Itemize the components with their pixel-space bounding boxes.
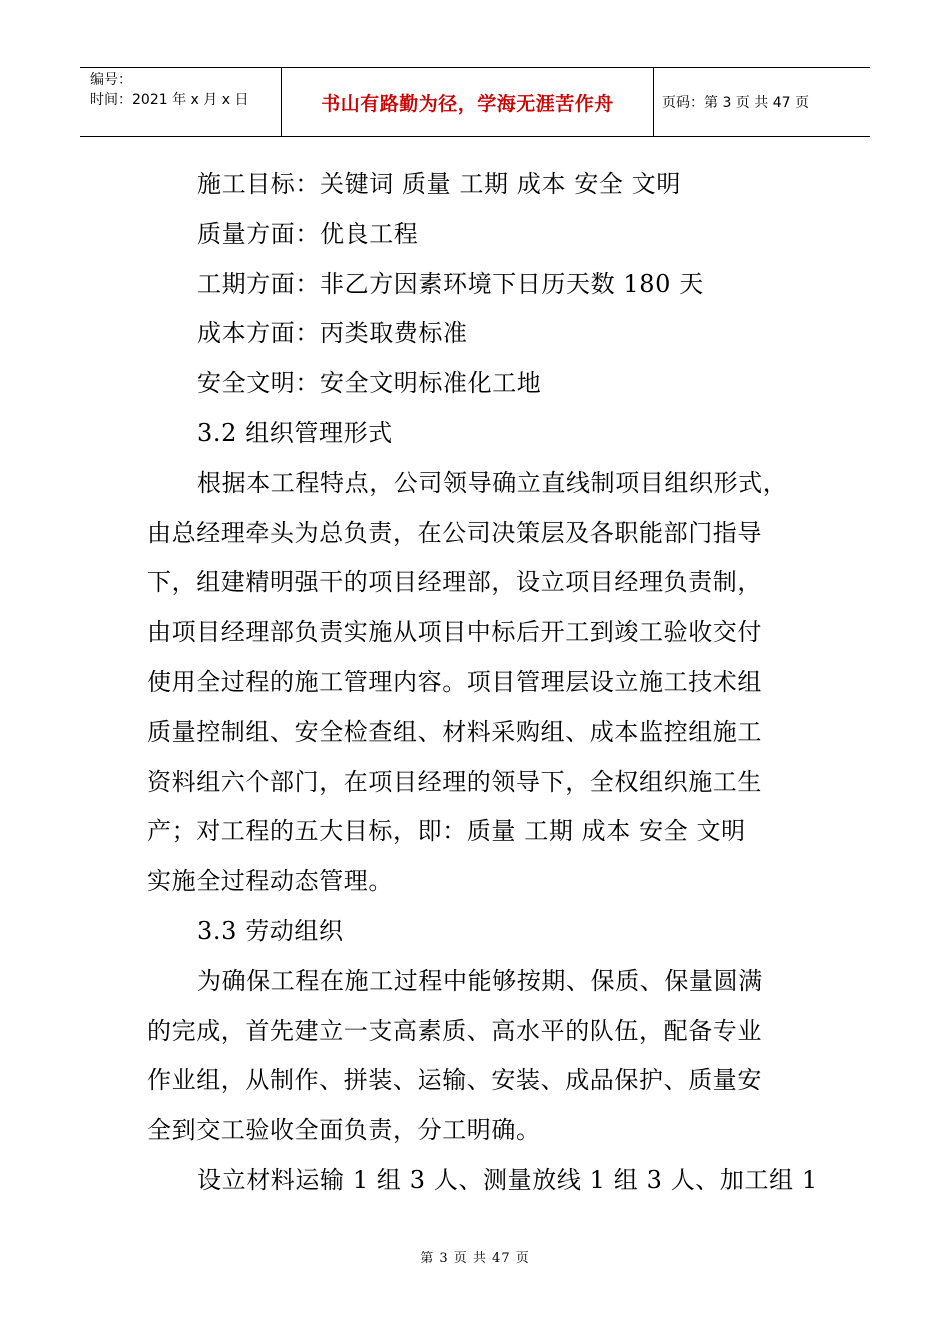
text-line: 产；对工程的五大目标，即：质量 工期 成本 安全 文明: [147, 817, 746, 846]
document-code-label: 编号：: [90, 72, 132, 88]
text-line: 设立材料运输 1 组 3 人、测量放线 1 组 3 人、加工组 1: [197, 1165, 818, 1194]
header-middle-cell: [282, 68, 654, 136]
text-line: 作业组，从制作、拼装、运输、安装、成品保护、质量安: [147, 1066, 762, 1095]
text-line: 质量控制组、安全检查组、材料采购组、成本监控组施工: [147, 717, 762, 746]
document-body: [147, 160, 817, 1206]
text-line: 工期方面：非乙方因素环境下日历天数 180 天: [197, 269, 704, 298]
header-motto: 书山有路勤为径，学海无涯苦作舟: [321, 92, 614, 115]
page-footer: 第 3 页 共 47 页: [420, 1251, 530, 1266]
text-line: 根据本工程特点，公司领导确立直线制项目组织形式，: [197, 468, 788, 497]
text-line: 为确保工程在施工过程中能够按期、保质、保量圆满: [197, 966, 763, 995]
section-heading: 3.2 组织管理形式: [197, 418, 393, 447]
text-line: 的完成，首先建立一支高素质、高水平的队伍，配备专业: [147, 1016, 762, 1045]
text-line: 由总经理牵头为总负责，在公司决策层及各职能部门指导: [147, 518, 762, 547]
text-line: 质量方面：优良工程: [197, 219, 419, 248]
text-line: 安全文明：安全文明标准化工地: [197, 369, 542, 398]
text-line: 资料组六个部门，在项目经理的领导下，全权组织施工生: [147, 767, 762, 796]
document-time-label: 时间：2021 年 x 月 x 日: [90, 92, 249, 108]
document-header: [80, 67, 870, 137]
section-heading: 3.3 劳动组织: [197, 916, 344, 945]
header-page-info: 页码：第 3 页 共 47 页: [662, 95, 809, 111]
header-left-cell: [80, 68, 282, 136]
text-line: 成本方面：丙类取费标准: [197, 319, 468, 348]
text-line: 实施全过程动态管理。: [147, 867, 393, 896]
text-line: 全到交工验收全面负责，分工明确。: [147, 1116, 541, 1145]
text-line: 使用全过程的施工管理内容。项目管理层设立施工技术组: [147, 667, 762, 696]
text-line: 下，组建精明强干的项目经理部，设立项目经理负责制，: [147, 568, 762, 597]
text-line: 施工目标：关键词 质量 工期 成本 安全 文明: [197, 170, 681, 198]
header-right-cell: [654, 68, 870, 136]
text-line: 由项目经理部负责实施从项目中标后开工到竣工验收交付: [147, 618, 762, 647]
